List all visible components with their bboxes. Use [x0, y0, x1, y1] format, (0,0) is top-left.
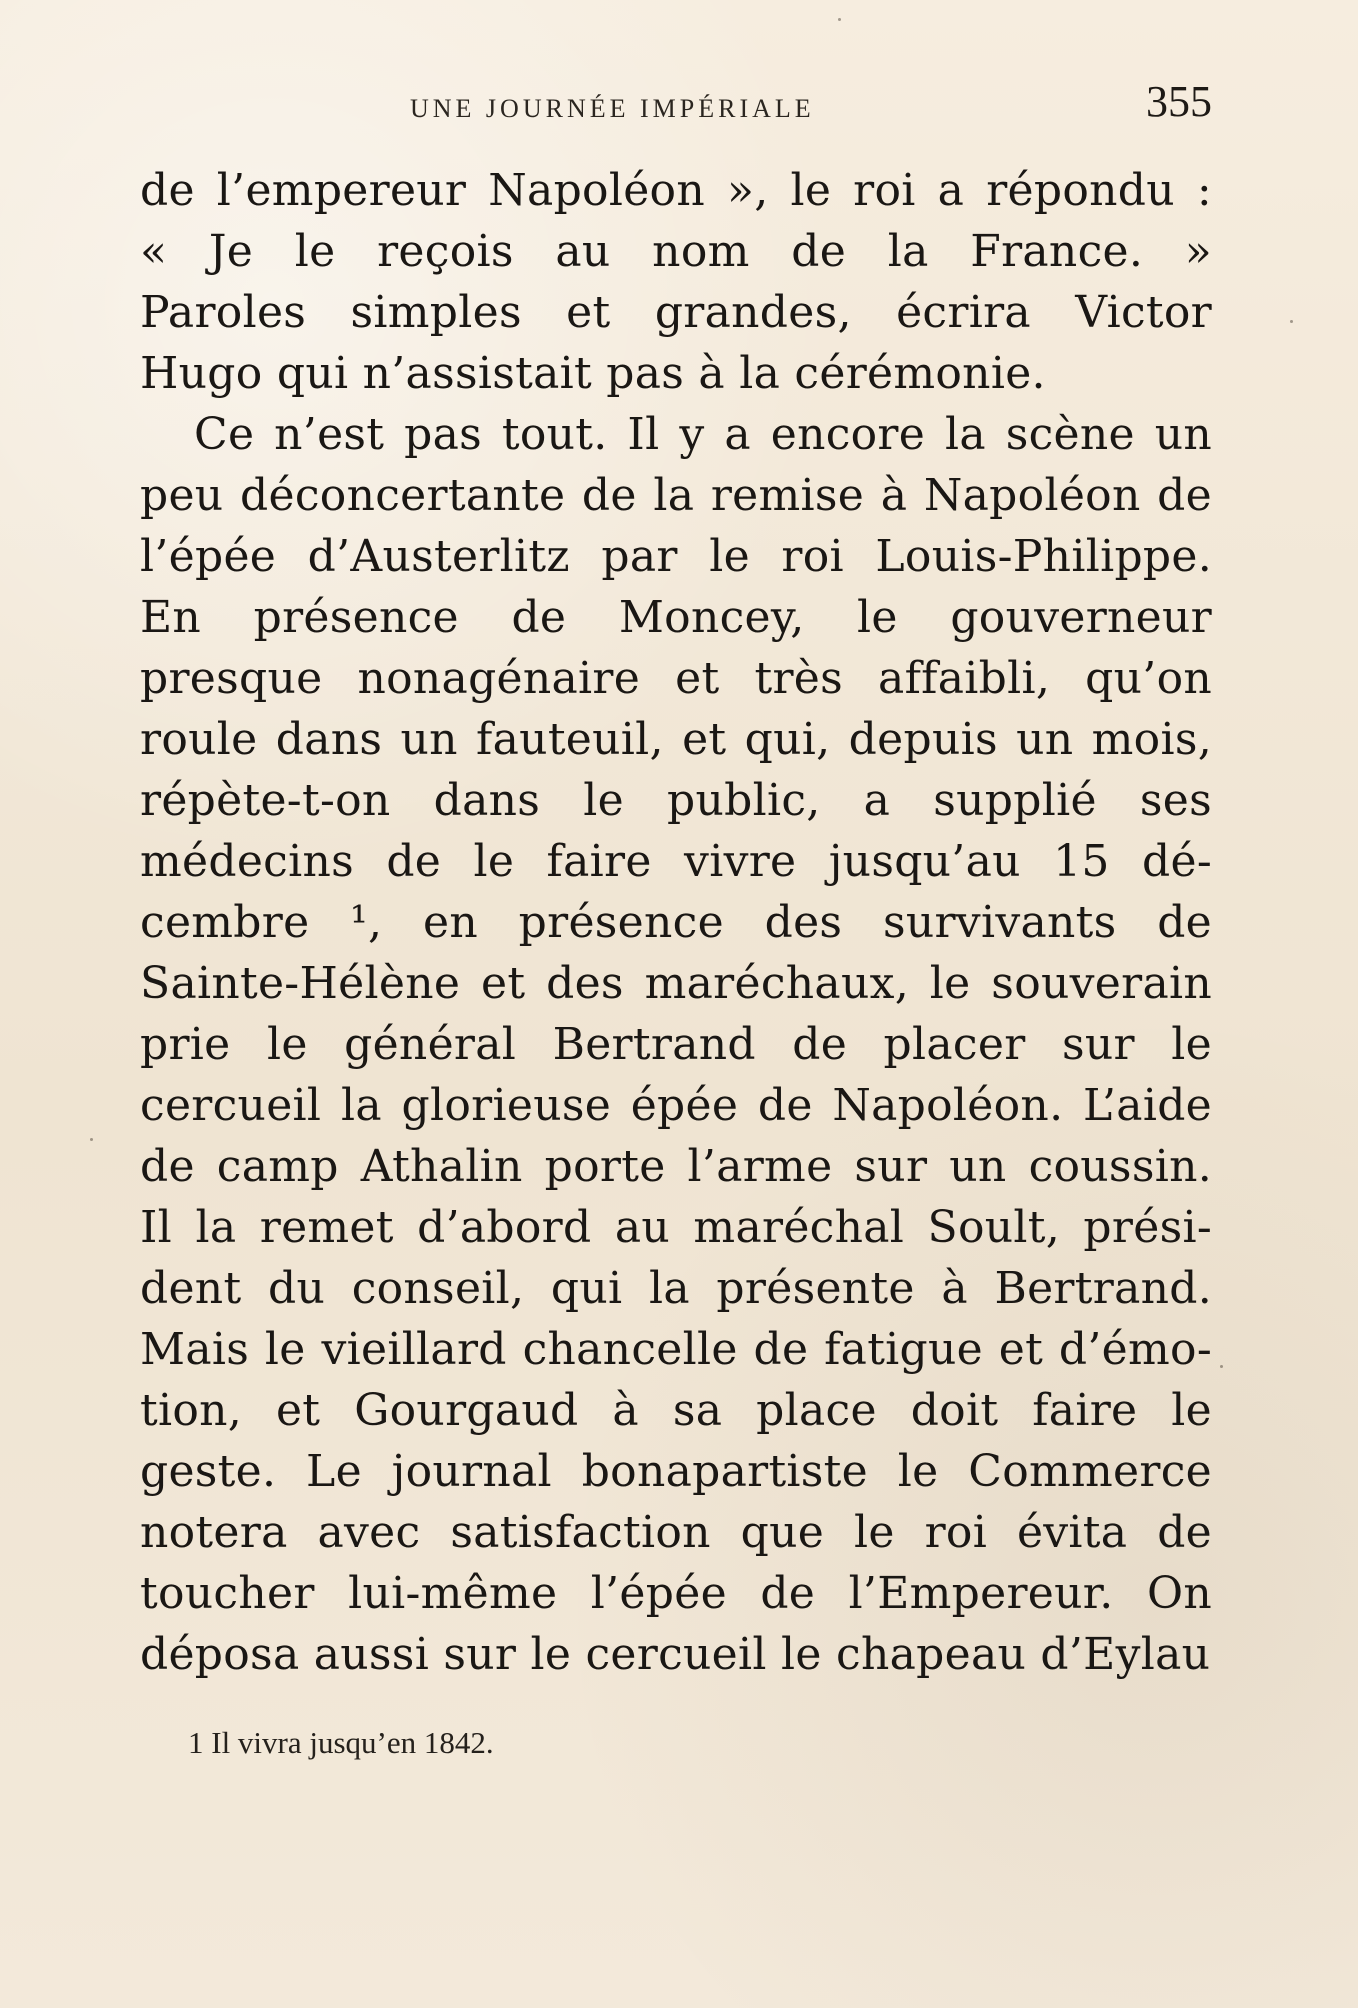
text-line: roule dans un fauteuil, et qui, depuis un mois, — [140, 714, 1212, 765]
text-line: toucher lui-même l’épée de l’Empereur. On — [140, 1568, 1212, 1619]
text-line: répète-t-on dans le public, a supplié ses — [140, 775, 1212, 826]
text-line: dent du conseil, qui la présente à Bertrand. — [140, 1263, 1212, 1314]
text-line: geste. Le journal bonapartiste le Commerce — [140, 1446, 1212, 1497]
text-line: Il la remet d’abord au maréchal Soult, prési- — [140, 1202, 1212, 1253]
page-header — [140, 77, 1212, 128]
text-line: Mais le vieillard chancelle de fatigue et d’émo- — [140, 1324, 1212, 1375]
text-line: Ce n’est pas tout. Il y a encore la scène un — [194, 409, 1212, 460]
text-line: presque nonagénaire et très affaibli, qu’on — [140, 653, 1212, 704]
text-line: Sainte-Hélène et des maréchaux, le souverain — [140, 958, 1212, 1009]
paper-speck — [90, 1138, 93, 1141]
text-line: Hugo qui n’assistait pas à la cérémonie. — [140, 348, 1046, 399]
text-line: cercueil la glorieuse épée de Napoléon. L’aide — [140, 1080, 1212, 1131]
text-line: notera avec satisfaction que le roi évita de — [140, 1507, 1212, 1558]
text-line: Paroles simples et grandes, écrira Victor — [140, 287, 1212, 338]
text-line: prie le général Bertrand de placer sur le — [140, 1019, 1212, 1070]
text-line: cembre ¹, en présence des survivants de — [140, 897, 1212, 948]
paper-speck — [1290, 320, 1293, 323]
text-line: de camp Athalin porte l’arme sur un coussin. — [140, 1141, 1212, 1192]
page-number: 355 — [1146, 77, 1212, 126]
main-text — [140, 160, 1212, 1685]
text-line: médecins de le faire vivre jusqu’au 15 dé- — [140, 836, 1212, 887]
text-line: de l’empereur Napoléon », le roi a répondu : — [140, 165, 1212, 216]
text-line: peu déconcertante de la remise à Napoléon de — [140, 470, 1212, 521]
text-line: « Je le reçois au nom de la France. » — [140, 226, 1212, 277]
running-head: UNE JOURNÉE IMPÉRIALE — [410, 94, 815, 123]
paper-speck — [1220, 1365, 1223, 1368]
text-line: En présence de Moncey, le gouverneur — [140, 592, 1212, 643]
text-line: déposa aussi sur le cercueil le chapeau d’Eylau — [140, 1629, 1211, 1680]
paper-speck — [838, 18, 841, 21]
text-line: tion, et Gourgaud à sa place doit faire le — [140, 1385, 1212, 1436]
text-line: l’épée d’Austerlitz par le roi Louis-Philippe. — [140, 531, 1212, 582]
footnote: 1 Il vivra jusqu’en 1842. — [188, 1725, 494, 1760]
